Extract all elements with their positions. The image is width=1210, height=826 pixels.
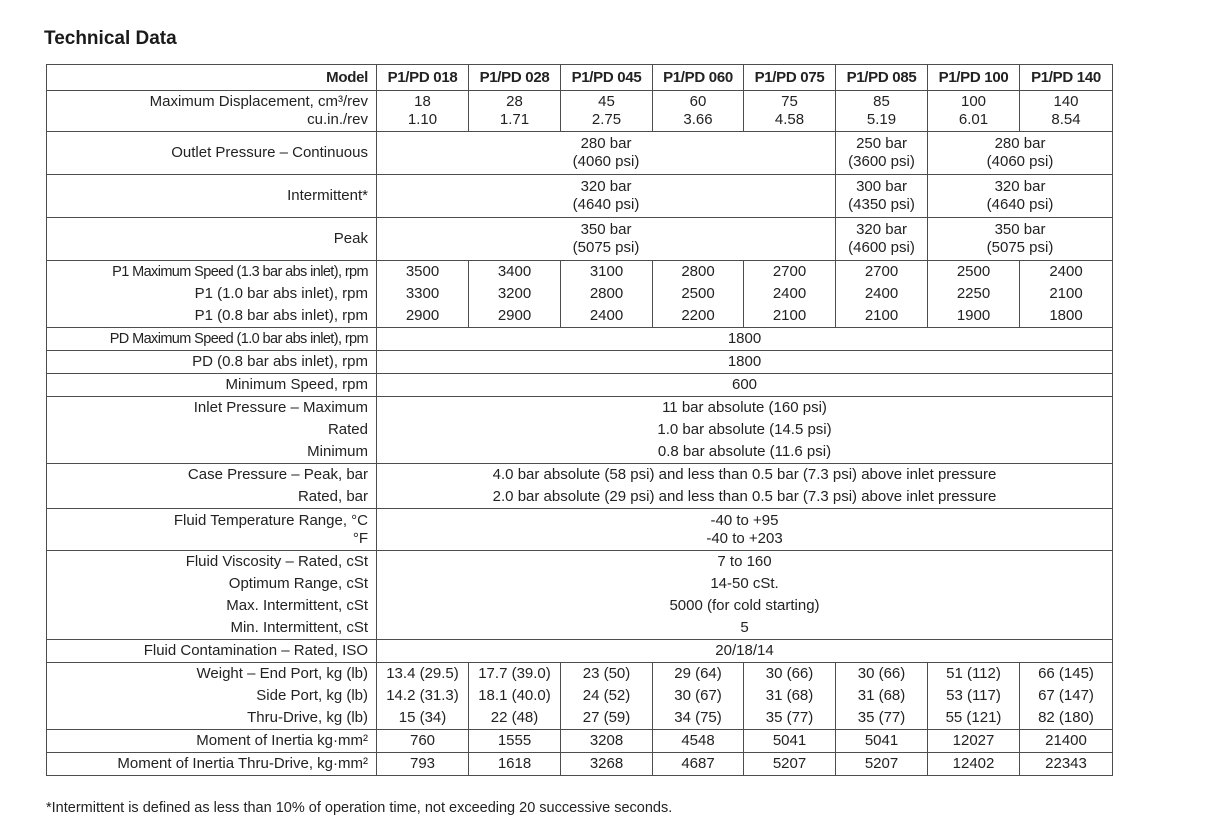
displacement-cuin: 8.54 [1051,111,1081,128]
weight-row [47,685,1113,707]
inertia-label: Moment of Inertia kg·mm² [47,730,377,753]
outlet-continuous-value-a [377,132,836,175]
inertia-value: 3208 [561,730,653,753]
model-header: P1/PD 100 [928,65,1020,91]
outlet-value-psi: (4640 psi) [986,196,1054,213]
viscosity-value: 5 [377,617,1113,640]
inertia-row [47,753,1113,776]
viscosity-row [47,573,1113,595]
speed-value: 2400 [561,305,653,328]
outlet-peak-value-a [377,218,836,261]
displacement-cuin: 5.19 [866,111,897,128]
pd-speed-label: PD (0.8 bar abs inlet), rpm [47,351,377,374]
inlet-value: 1.0 bar absolute (14.5 psi) [377,419,1113,441]
displacement-cuin: 4.58 [774,111,805,128]
temp-value-c: -40 to +95 [710,511,779,529]
speed-value: 3200 [469,283,561,305]
weight-value: 30 (66) [744,663,836,686]
outlet-value-psi: (4640 psi) [572,196,640,213]
speed-value: 2500 [653,283,744,305]
inlet-label: Inlet Pressure – Maximum [47,397,377,420]
outlet-continuous-label: Outlet Pressure – Continuous [47,132,377,175]
outlet-value-psi: (4600 psi) [848,239,915,256]
viscosity-row [47,551,1113,574]
displacement-cuin: 1.71 [499,111,530,128]
displacement-cell [469,91,561,132]
inertia-label: Moment of Inertia Thru-Drive, kg·mm² [47,753,377,776]
displacement-cm3: 75 [781,93,798,110]
speed-value: 2900 [377,305,469,328]
weight-value: 30 (66) [836,663,928,686]
displacement-cm3: 140 [1053,93,1079,110]
weight-value: 51 (112) [928,663,1020,686]
inlet-label: Rated [47,419,377,441]
technical-data-table [46,64,1113,776]
pd-speed-row [47,328,1113,351]
outlet-peak-value-b [836,218,928,261]
speed-value: 3300 [377,283,469,305]
displacement-cuin: 2.75 [591,111,622,128]
weight-value: 66 (145) [1020,663,1113,686]
inlet-row [47,441,1113,464]
case-row [47,486,1113,509]
model-header: P1/PD 045 [561,65,653,91]
speed-value: 2100 [744,305,836,328]
weight-value: 24 (52) [561,685,653,707]
case-value: 4.0 bar absolute (58 psi) and less than 0.5 bar (7.3 psi) above inlet pressure [377,464,1113,487]
outlet-value: 350 bar [580,221,632,238]
model-header: P1/PD 028 [469,65,561,91]
outlet-intermittent-row [47,175,1113,218]
model-label: Model [47,65,377,91]
speed-value: 3500 [377,261,469,284]
inlet-value: 0.8 bar absolute (11.6 psi) [377,441,1113,464]
weight-value: 29 (64) [653,663,744,686]
outlet-value: 350 bar [994,221,1046,238]
inlet-value: 11 bar absolute (160 psi) [377,397,1113,420]
weight-value: 15 (34) [377,707,469,730]
weight-value: 22 (48) [469,707,561,730]
viscosity-label: Optimum Range, cSt [47,573,377,595]
case-label: Rated, bar [47,486,377,509]
outlet-value-psi: (3600 psi) [848,153,915,170]
speed-value: 2400 [744,283,836,305]
min-speed-value: 600 [377,374,1113,397]
displacement-cell [653,91,744,132]
inertia-value: 12402 [928,753,1020,776]
case-label: Case Pressure – Peak, bar [47,464,377,487]
weight-value: 23 (50) [561,663,653,686]
inertia-value: 5041 [836,730,928,753]
inertia-value: 760 [377,730,469,753]
pd-speed-value: 1800 [377,328,1113,351]
weight-label: Weight – End Port, kg (lb) [47,663,377,686]
weight-label: Side Port, kg (lb) [47,685,377,707]
speed-value: 2800 [561,283,653,305]
weight-value: 35 (77) [744,707,836,730]
model-header: P1/PD 140 [1020,65,1113,91]
viscosity-row [47,595,1113,617]
weight-label: Thru-Drive, kg (lb) [47,707,377,730]
weight-value: 13.4 (29.5) [377,663,469,686]
inertia-value: 1618 [469,753,561,776]
viscosity-label: Fluid Viscosity – Rated, cSt [47,551,377,574]
outlet-value: 320 bar [994,178,1046,195]
speed-value: 2250 [928,283,1020,305]
viscosity-value: 7 to 160 [377,551,1113,574]
outlet-intermittent-label: Intermittent* [47,175,377,218]
pd-speed-row [47,351,1113,374]
contamination-value: 20/18/14 [377,640,1113,663]
speed-value: 3400 [469,261,561,284]
speed-value: 2500 [928,261,1020,284]
displacement-cell [377,91,469,132]
p1-speed-row [47,261,1113,284]
outlet-value: 250 bar [856,135,907,152]
speed-value: 2900 [469,305,561,328]
inertia-value: 5041 [744,730,836,753]
displacement-cm3: 85 [873,93,890,110]
pd-speed-label: PD Maximum Speed (1.0 bar abs inlet), rpm [47,328,377,351]
displacement-cm3: 60 [689,93,707,110]
weight-row [47,663,1113,686]
outlet-value-psi: (5075 psi) [572,239,640,256]
viscosity-value: 14-50 cSt. [377,573,1113,595]
inlet-row [47,397,1113,420]
outlet-value: 320 bar [856,221,907,238]
inertia-value: 22343 [1020,753,1113,776]
case-row [47,464,1113,487]
speed-value: 2200 [653,305,744,328]
displacement-cuin: 1.10 [407,111,438,128]
inlet-row [47,419,1113,441]
temp-label [47,509,377,551]
outlet-continuous-row [47,132,1113,175]
speed-value: 2100 [836,305,928,328]
displacement-cm3: 45 [598,93,615,110]
inertia-value: 793 [377,753,469,776]
weight-value: 53 (117) [928,685,1020,707]
outlet-peak-value-c [928,218,1113,261]
inertia-value: 1555 [469,730,561,753]
case-value: 2.0 bar absolute (29 psi) and less than 0.5 bar (7.3 psi) above inlet pressure [377,486,1113,509]
viscosity-row [47,617,1113,640]
weight-value: 27 (59) [561,707,653,730]
speed-value: 2400 [1020,261,1113,284]
inertia-value: 21400 [1020,730,1113,753]
displacement-label [47,91,377,132]
displacement-cuin: 6.01 [958,111,989,128]
model-header: P1/PD 060 [653,65,744,91]
outlet-intermittent-value-a [377,175,836,218]
inertia-value: 5207 [744,753,836,776]
p1-speed-row [47,283,1113,305]
weight-value: 30 (67) [653,685,744,707]
weight-value: 31 (68) [744,685,836,707]
displacement-cm3: 100 [960,93,987,110]
footnote: *Intermittent is defined as less than 10% of operation time, not exceeding 20 successive seconds. [46,800,673,816]
outlet-value-psi: (4060 psi) [572,153,640,170]
displacement-label-cuin: cu.in./rev [307,111,368,128]
displacement-cm3: 28 [506,93,523,110]
speed-value: 2100 [1020,283,1113,305]
outlet-continuous-value-c [928,132,1113,175]
inertia-value: 5207 [836,753,928,776]
weight-value: 17.7 (39.0) [469,663,561,686]
inertia-value: 3268 [561,753,653,776]
model-header: P1/PD 018 [377,65,469,91]
speed-value: 2700 [836,261,928,284]
viscosity-label: Max. Intermittent, cSt [47,595,377,617]
outlet-value: 320 bar [580,178,632,195]
inertia-value: 4687 [653,753,744,776]
weight-value: 82 (180) [1020,707,1113,730]
p1-speed-row [47,305,1113,328]
displacement-cuin: 3.66 [683,111,713,128]
viscosity-label: Min. Intermittent, cSt [47,617,377,640]
outlet-continuous-value-b [836,132,928,175]
p1-speed-label: P1 (1.0 bar abs inlet), rpm [47,283,377,305]
contamination-label: Fluid Contamination – Rated, ISO [47,640,377,663]
inertia-value: 4548 [653,730,744,753]
contamination-row [47,640,1113,663]
displacement-row [47,91,1113,132]
model-header: P1/PD 085 [836,65,928,91]
min-speed-label: Minimum Speed, rpm [47,374,377,397]
outlet-value: 280 bar [994,135,1046,152]
pd-speed-value: 1800 [377,351,1113,374]
weight-value: 31 (68) [836,685,928,707]
inertia-row [47,730,1113,753]
header-row [47,65,1113,91]
temp-row [47,509,1113,551]
temp-label-f: °F [352,529,368,547]
displacement-cell [744,91,836,132]
inlet-label: Minimum [47,441,377,464]
temp-value-f: -40 to +203 [706,529,783,547]
speed-value: 2400 [836,283,928,305]
min-speed-row [47,374,1113,397]
weight-value: 67 (147) [1020,685,1113,707]
speed-value: 2700 [744,261,836,284]
outlet-intermittent-value-c [928,175,1113,218]
outlet-peak-label: Peak [47,218,377,261]
temp-value [377,509,1113,551]
displacement-cell [928,91,1020,132]
weight-value: 18.1 (40.0) [469,685,561,707]
outlet-intermittent-value-b [836,175,928,218]
speed-value: 1800 [1020,305,1113,328]
outlet-value-psi: (4060 psi) [986,153,1054,170]
weight-row [47,707,1113,730]
p1-speed-label: P1 Maximum Speed (1.3 bar abs inlet), rpm [47,261,377,284]
weight-value: 14.2 (31.3) [377,685,469,707]
speed-value: 2800 [653,261,744,284]
inertia-value: 12027 [928,730,1020,753]
displacement-label-cm3: Maximum Displacement, cm³/rev [149,93,368,110]
displacement-cell [836,91,928,132]
p1-speed-label: P1 (0.8 bar abs inlet), rpm [47,305,377,328]
speed-value: 3100 [561,261,653,284]
outlet-value-psi: (5075 psi) [986,239,1054,256]
speed-value: 1900 [928,305,1020,328]
weight-value: 34 (75) [653,707,744,730]
displacement-cell [561,91,653,132]
page-title: Technical Data [44,28,177,49]
viscosity-value: 5000 (for cold starting) [377,595,1113,617]
model-header: P1/PD 075 [744,65,836,91]
outlet-peak-row [47,218,1113,261]
displacement-cm3: 18 [414,93,431,110]
outlet-value-psi: (4350 psi) [848,196,915,213]
weight-value: 55 (121) [928,707,1020,730]
outlet-value: 280 bar [580,135,632,152]
temp-label-c: Fluid Temperature Range, °C [173,511,368,529]
outlet-value: 300 bar [856,178,907,195]
weight-value: 35 (77) [836,707,928,730]
displacement-cell [1020,91,1113,132]
